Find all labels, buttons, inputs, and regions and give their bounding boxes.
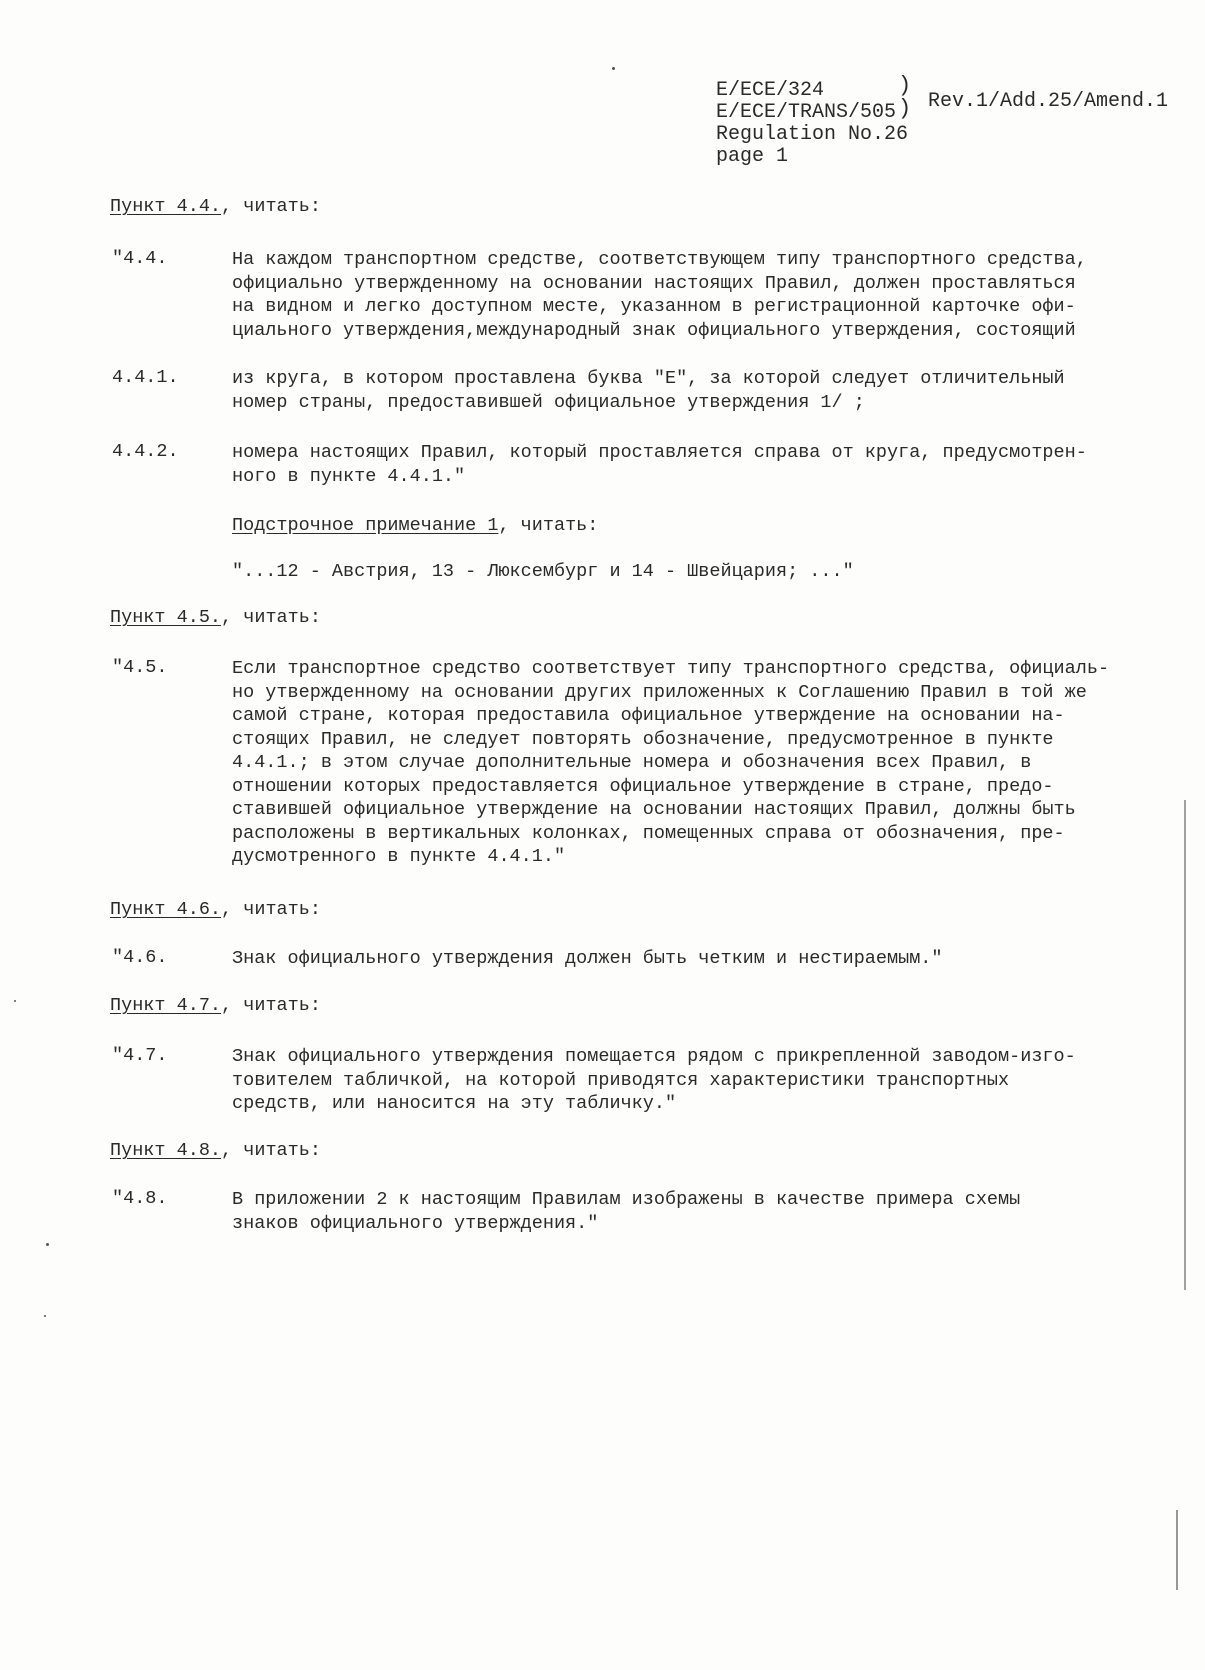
page-number: page 1	[716, 145, 789, 168]
document-symbol-line: E/ECE/TRANS/505	[716, 101, 897, 124]
scan-edge-line	[1184, 800, 1186, 1290]
regulation-number: Regulation No.26	[716, 123, 909, 146]
paragraph-text: из круга, в котором проставлена буква "E", за которой следует отличительный номер страны, предоставившей официальное утверждения 1/ ;	[232, 368, 1065, 413]
section-heading: Пункт 4.7., читать:	[110, 995, 321, 1016]
section-heading: Пункт 4.8., читать:	[110, 1140, 321, 1161]
footnote-text: "...12 - Австрия, 13 - Люксембург и 14 - Швейцария; ..."	[232, 561, 854, 582]
paragraph-number: 4.4.1.	[112, 367, 179, 388]
paragraph-number: "4.6.	[112, 947, 168, 968]
footnote-heading: Подстрочное примечание 1, читать:	[232, 515, 599, 536]
section-heading: Пункт 4.6., читать:	[110, 899, 321, 920]
paragraph-text: Знак официального утверждения должен быть четким и нестираемым."	[232, 948, 943, 969]
paragraph-number: "4.5.	[112, 657, 168, 678]
scan-speck	[44, 1315, 46, 1317]
paragraph-text: На каждом транспортном средстве, соответствующем типу транспортного средства, официально утвержденному на основании настоящих Правил, должен проставляться на видном и легко доступном месте, указанном в регистрационной карточке офи- циального утверждения,международный знак официального утверждения, состоящий	[232, 249, 1087, 341]
paragraph-text: Знак официального утверждения помещается рядом с прикрепленной заводом-изго- товителем табличкой, на которой приводятся характеристики транспортных средств, или наносится на эту табличку."	[232, 1046, 1076, 1114]
paragraph-text: Если транспортное средство соответствует типу транспортного средства, официаль- но утвержденному на основании других приложенных к Соглашению Правил в той же самой стране, которая предоставила официальное утверждение на основании на- стоящих Правил, не следует повторять обозначение, предусмотренное в пункте 4.4.1.; в этом случае дополнительные номера и обозначения всех Правил, в отношении которых предоставляется официальное утверждение в стране, предо- ставившей официальное утверждение на основании настоящих Правил, должны быть расположены в вертикальных колонках, помещенных справа от обозначения, пре- дусмотренного в пункте 4.4.1."	[232, 658, 1110, 867]
scan-speck	[612, 67, 615, 70]
paragraph-text: В приложении 2 к настоящим Правилам изображены в качестве примера схемы знаков официального утверждения."	[232, 1189, 1021, 1234]
paragraph-number: "4.8.	[112, 1188, 168, 1209]
document-symbol-line: E/ECE/324	[716, 79, 825, 102]
revision-reference: Rev.1/Add.25/Amend.1	[928, 90, 1169, 113]
scan-edge-mark	[1176, 1510, 1178, 1590]
section-heading-link-text: Пункт 4.4.	[110, 196, 222, 217]
section-heading: Пункт 4.4., читать:	[110, 196, 321, 217]
scan-speck	[14, 1000, 16, 1002]
paragraph-number: "4.7.	[112, 1045, 168, 1066]
section-heading: Пункт 4.5., читать:	[110, 607, 321, 628]
paragraph-text: номера настоящих Правил, который проставляется справа от круга, предусмотрен- ного в пункте 4.4.1."	[232, 442, 1087, 487]
header-brace: ) )	[898, 73, 912, 121]
paragraph-number: 4.4.2.	[112, 441, 179, 462]
paragraph-number: "4.4.	[112, 248, 168, 269]
document-symbol-block	[716, 80, 908, 168]
scan-speck	[46, 1243, 49, 1246]
